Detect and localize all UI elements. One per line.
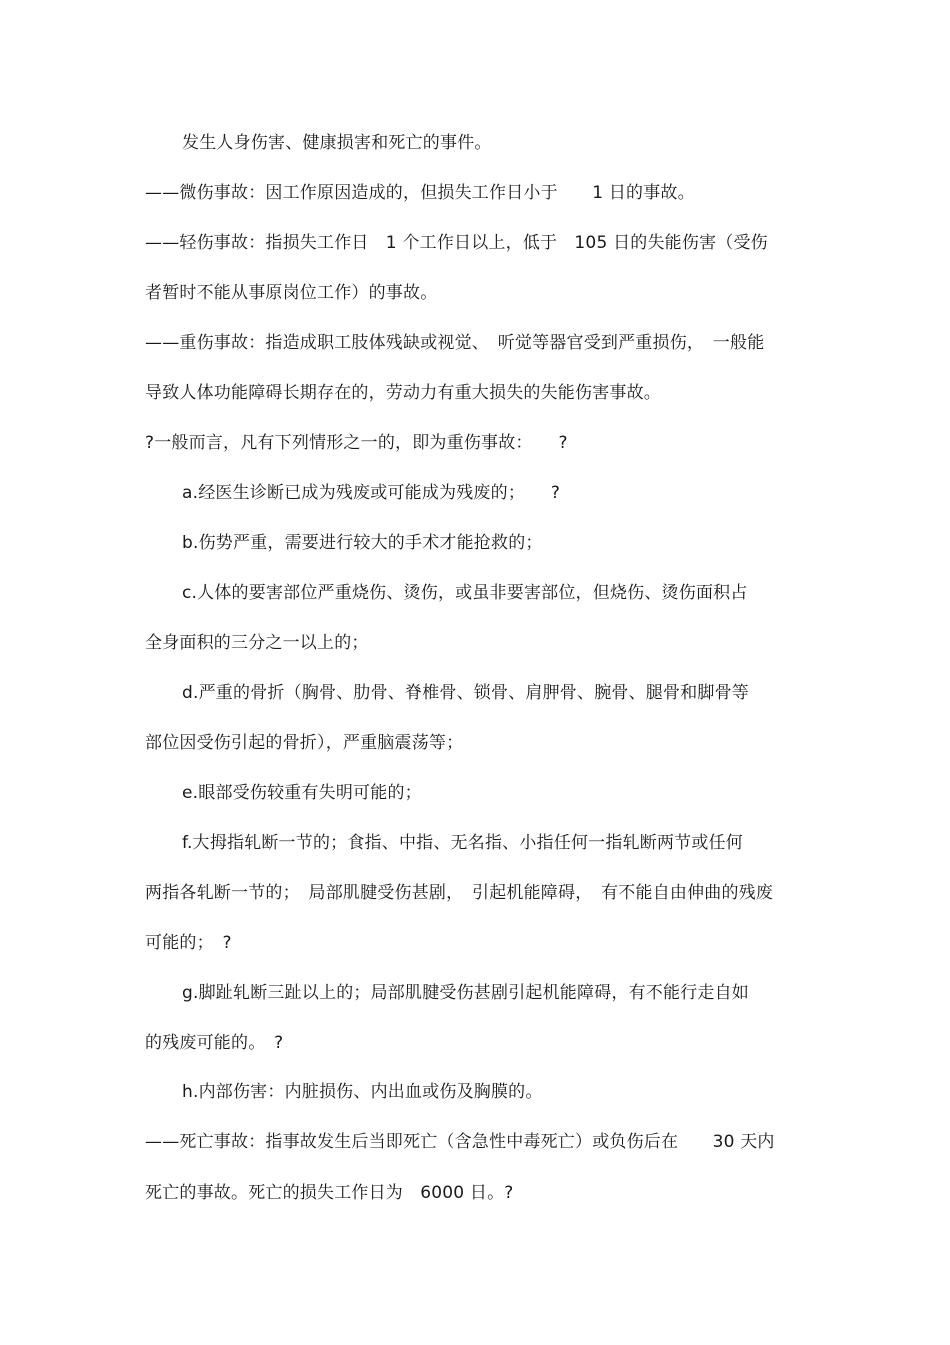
text-line-19: 的残废可能的。 ? (145, 1033, 284, 1053)
text-line-15: f.大拇指轧断一节的；食指、中指、无名指、小指任何一指轧断两节或任何 (182, 833, 743, 853)
text-line-12: d.严重的骨折（胸骨、肋骨、脊椎骨、锁骨、肩胛骨、腕骨、腿骨和脚骨等 (182, 683, 749, 703)
text-line-21: ——死亡事故：指事故发生后当即死亡（含急性中毒死亡）或负伤后在 30 天内 (145, 1132, 775, 1152)
text-line-14: e.眼部受伤较重有失明可能的； (182, 783, 422, 803)
text-line-7: ?一般而言，凡有下列情形之一的，即为重伤事故： ? (145, 433, 568, 453)
text-line-6: 导致人体功能障碍长期存在的，劳动力有重大损失的失能伤害事故。 (145, 383, 661, 403)
text-line-4: 者暂时不能从事原岗位工作）的事故。 (145, 283, 438, 303)
text-line-17: 可能的； ? (145, 933, 232, 953)
text-line-18: g.脚趾轧断三趾以上的；局部肌腱受伤甚剧引起机能障碍，有不能行走自如 (182, 983, 749, 1003)
text-line-1: 发生人身伤害、健康损害和死亡的事件。 (182, 133, 492, 153)
text-line-9: b.伤势严重，需要进行较大的手术才能抢救的； (182, 533, 543, 553)
text-line-20: h.内部伤害：内脏损伤、内出血或伤及胸膜的。 (182, 1082, 543, 1102)
text-line-8: a.经医生诊断已成为残废或可能成为残废的； ? (182, 483, 561, 503)
text-line-3: ——轻伤事故：指损失工作日 1 个工作日以上，低于 105 日的失能伤害（受伤 (145, 233, 768, 253)
text-line-5: ——重伤事故：指造成职工肢体残缺或视觉、 听觉等器官受到严重损伤， 一般能 (145, 333, 765, 353)
text-line-11: 全身面积的三分之一以上的； (145, 633, 369, 653)
text-line-10: c.人体的要害部位严重烧伤、烫伤，或虽非要害部位，但烧伤、烫伤面积占 (182, 583, 748, 603)
text-line-13: 部位因受伤引起的骨折），严重脑震荡等； (145, 733, 464, 753)
text-line-16: 两指各轧断一节的； 局部肌腱受伤甚剧， 引起机能障碍， 有不能自由伸曲的残废 (145, 883, 774, 903)
text-line-22: 死亡的事故。死亡的损失工作日为 6000 日。? (145, 1183, 514, 1203)
text-line-2: ——微伤事故：因工作原因造成的，但损失工作日小于 1 日的事故。 (145, 183, 695, 203)
